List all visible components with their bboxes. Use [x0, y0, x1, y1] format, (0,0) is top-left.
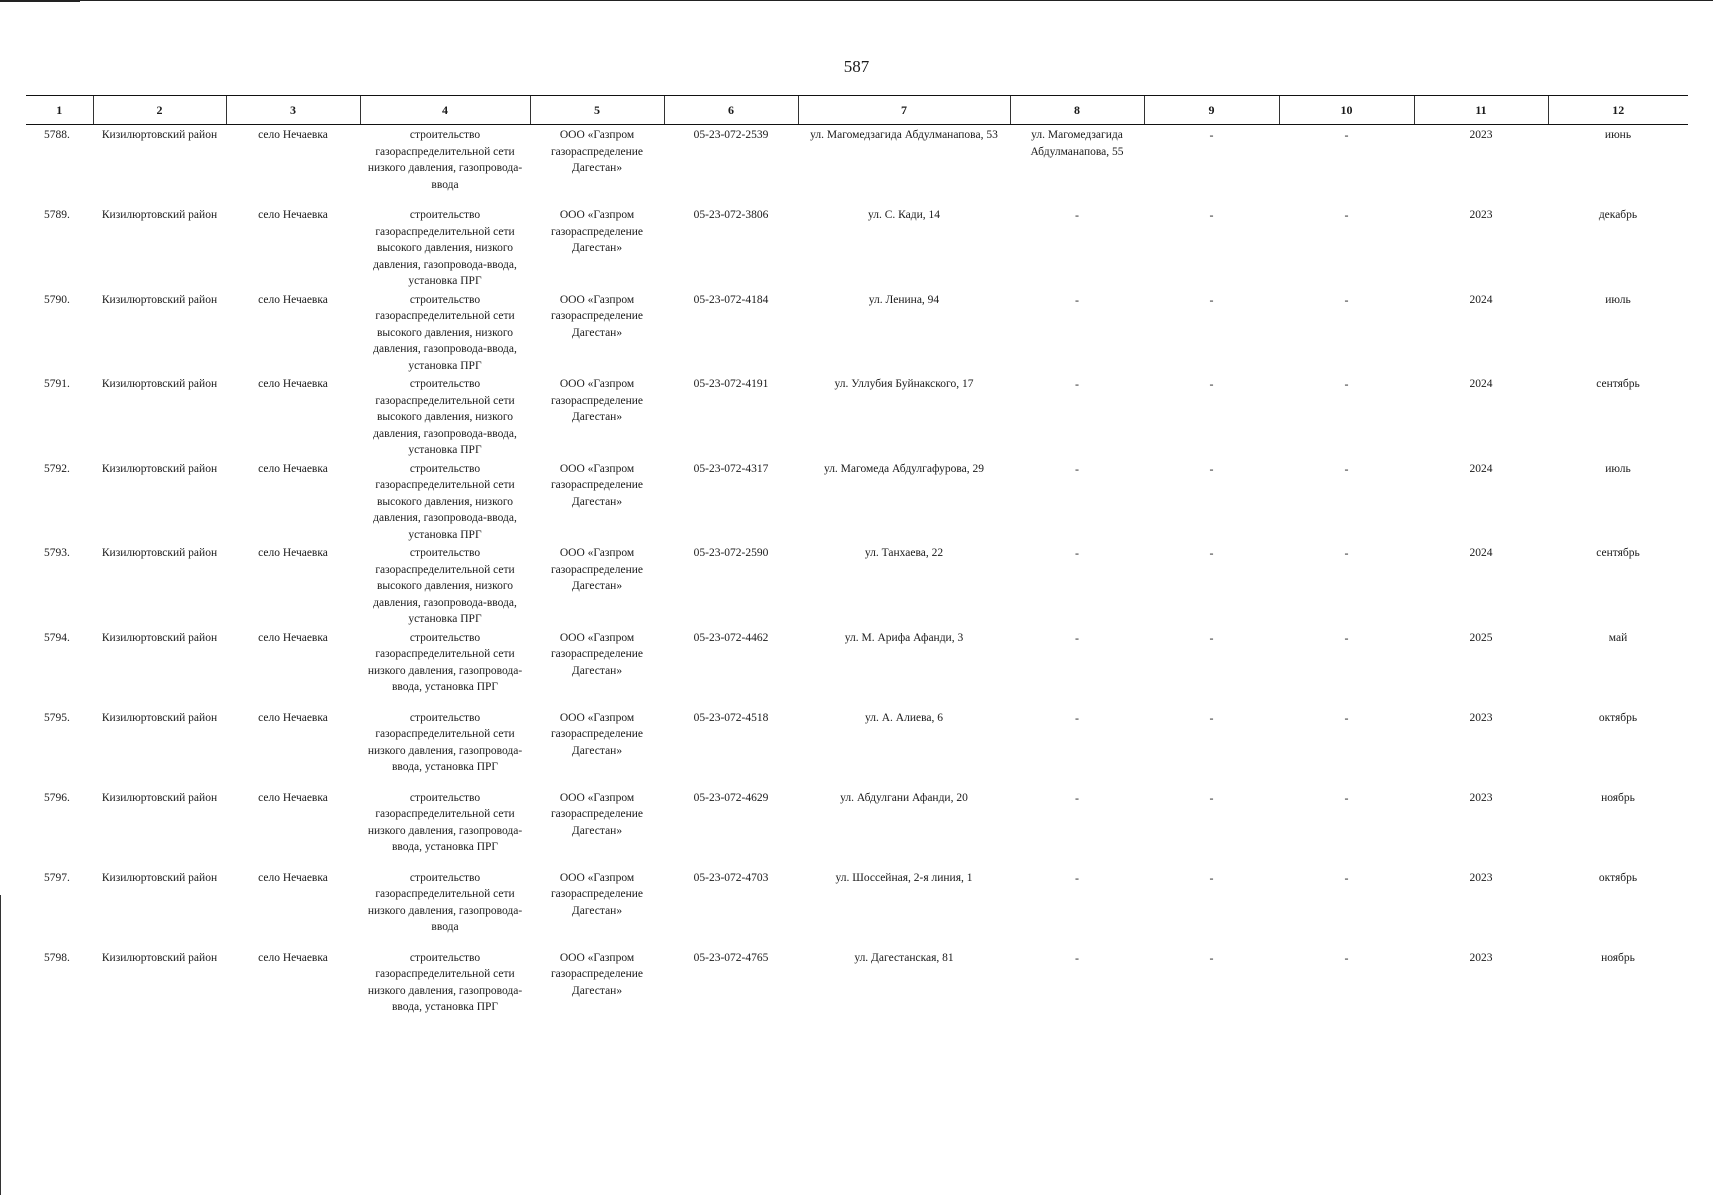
cell-address: ул. А. Алиева, 6	[865, 711, 943, 724]
cell-cadastral-number: 05-23-072-4629	[693, 791, 769, 804]
column-header-4: 4	[360, 96, 530, 125]
cell-address-2: -	[1075, 950, 1079, 965]
cell-address: ул. Магомеда Абдулгафурова, 29	[823, 462, 985, 475]
cell-address-2: -	[1075, 630, 1079, 645]
cell-row-number: 5794.	[44, 631, 70, 644]
cell-column-9-value: -	[1209, 870, 1214, 885]
cell-work-description: строительство газораспределительной сети низкого давления, газопровода-ввода, установка ПРГ	[367, 951, 523, 1013]
cell-cadastral-number: 05-23-072-4765	[693, 951, 769, 964]
cell-work-description: строительство газораспределительной сети высокого давления, низкого давления, газопровода-ввода, установка ПРГ	[373, 293, 517, 372]
cell-row-number: 5788.	[44, 129, 70, 141]
table-row	[26, 868, 1688, 948]
cell-settlement: село Нечаевка	[258, 871, 328, 884]
cell-month: ноябрь	[1601, 791, 1635, 804]
column-header-11: 11	[1414, 96, 1548, 125]
cell-column-10-value: -	[1344, 292, 1349, 307]
cell-address-2: -	[1075, 546, 1079, 560]
cell-address: ул. Уллубия Буйнакского, 17	[834, 378, 974, 390]
cell-month: октябрь	[1598, 711, 1638, 724]
table-row	[26, 374, 1688, 459]
column-header-3: 3	[226, 96, 360, 125]
cell-address-2: -	[1075, 461, 1079, 476]
cell-organization: ООО «Газпром газораспределение Дагестан»	[550, 951, 644, 997]
page-number: 587	[843, 57, 870, 76]
cell-settlement: село Нечаевка	[258, 129, 328, 141]
cell-district: Кизилюртовский район	[101, 631, 218, 644]
table-header-row	[26, 96, 1688, 125]
left-margin-line	[0, 895, 1, 1195]
cell-year: 2023	[1469, 791, 1493, 804]
cell-row-number: 5790.	[44, 293, 70, 306]
cell-address-2: -	[1075, 208, 1079, 222]
column-header-2: 2	[93, 96, 226, 125]
cell-address-2: -	[1075, 790, 1079, 805]
cell-cadastral-number: 05-23-072-4462	[693, 631, 769, 644]
cell-cadastral-number: 05-23-072-4518	[693, 711, 769, 724]
table-row	[26, 205, 1688, 290]
cell-cadastral-number: 05-23-072-4184	[693, 293, 769, 306]
cell-year: 2024	[1469, 293, 1493, 306]
cell-row-number: 5791.	[44, 378, 70, 390]
cell-column-9-value: -	[1209, 950, 1214, 965]
cell-settlement: село Нечаевка	[258, 631, 328, 644]
cell-work-description: строительство газораспределительной сети низкого давления, газопровода-ввода	[367, 129, 523, 191]
cell-year: 2024	[1469, 378, 1493, 390]
table-body	[26, 125, 1688, 1028]
cell-address: ул. С. Кади, 14	[867, 209, 941, 221]
cell-work-description: строительство газораспределительной сети низкого давления, газопровода-ввода, установка ПРГ	[367, 711, 523, 773]
cell-column-9-value: -	[1209, 546, 1214, 560]
cell-organization: ООО «Газпром газораспределение Дагестан»	[550, 791, 644, 837]
cell-column-9-value: -	[1209, 208, 1214, 222]
cell-column-10-value: -	[1344, 461, 1349, 476]
cell-settlement: село Нечаевка	[258, 547, 328, 559]
column-header-6: 6	[664, 96, 798, 125]
cell-district: Кизилюртовский район	[101, 951, 218, 964]
cell-row-number: 5795.	[44, 711, 70, 724]
cell-column-9-value: -	[1209, 377, 1214, 391]
cell-district: Кизилюртовский район	[101, 293, 218, 306]
cell-month: ноябрь	[1601, 951, 1635, 964]
column-header-10: 10	[1279, 96, 1414, 125]
cell-row-number: 5798.	[44, 951, 70, 964]
cell-cadastral-number: 05-23-072-4703	[693, 871, 769, 884]
table-row	[26, 290, 1688, 375]
cell-district: Кизилюртовский район	[101, 462, 218, 475]
cell-settlement: село Нечаевка	[258, 951, 328, 964]
cell-address-2: ул. Магомедзагида Абдулманапова, 55	[1030, 129, 1124, 158]
cell-work-description: строительство газораспределительной сети высокого давления, низкого давления, газопровода-ввода, установка ПРГ	[373, 547, 517, 625]
column-header-9: 9	[1144, 96, 1279, 125]
table-row	[26, 125, 1688, 206]
cell-settlement: село Нечаевка	[258, 791, 328, 804]
cell-month: октябрь	[1598, 871, 1638, 884]
cell-column-10-value: -	[1344, 870, 1349, 885]
cell-address: ул. Ленина, 94	[868, 293, 940, 306]
cell-row-number: 5797.	[44, 871, 70, 884]
cell-work-description: строительство газораспределительной сети низкого давления, газопровода-ввода, установка ПРГ	[367, 631, 523, 693]
cell-month: июль	[1605, 293, 1631, 306]
cell-column-10-value: -	[1344, 630, 1349, 645]
table-row	[26, 708, 1688, 788]
cell-address: ул. Магомедзагида Абдулманапова, 53	[810, 129, 998, 141]
cell-year: 2023	[1469, 129, 1493, 141]
cell-month: июль	[1605, 462, 1631, 475]
cell-column-9-value: -	[1209, 630, 1214, 645]
cell-address-2: -	[1075, 292, 1079, 307]
cell-year: 2025	[1469, 631, 1493, 644]
cell-work-description: строительство газораспределительной сети высокого давления, низкого давления, газопровода-ввода, установка ПРГ	[373, 209, 517, 287]
table-row	[26, 459, 1688, 544]
registry-table	[26, 95, 1688, 1028]
cell-column-10-value: -	[1344, 790, 1349, 805]
cell-work-description: строительство газораспределительной сети высокого давления, низкого давления, газопровода-ввода, установка ПРГ	[373, 378, 517, 456]
cell-address-2: -	[1075, 377, 1079, 391]
cell-district: Кизилюртовский район	[101, 378, 218, 390]
cell-organization: ООО «Газпром газораспределение Дагестан»	[550, 462, 644, 508]
cell-cadastral-number: 05-23-072-2590	[693, 547, 769, 559]
cell-organization: ООО «Газпром газораспределение Дагестан»	[550, 129, 644, 174]
cell-address: ул. М. Арифа Афанди, 3	[844, 631, 964, 644]
cell-row-number: 5792.	[44, 462, 70, 475]
cell-address-2: -	[1075, 870, 1079, 885]
cell-district: Кизилюртовский район	[101, 129, 218, 141]
cell-settlement: село Нечаевка	[258, 462, 328, 475]
cell-column-10-value: -	[1344, 950, 1349, 965]
cell-work-description: строительство газораспределительной сети высокого давления, низкого давления, газопровода-ввода, установка ПРГ	[373, 462, 517, 541]
cell-settlement: село Нечаевка	[258, 711, 328, 724]
cell-year: 2023	[1469, 871, 1493, 884]
cell-organization: ООО «Газпром газораспределение Дагестан»	[550, 711, 644, 757]
cell-column-10-value: -	[1344, 710, 1349, 725]
top-border-tick	[0, 0, 80, 2]
cell-column-10-value: -	[1344, 377, 1349, 391]
cell-column-9-value: -	[1209, 710, 1214, 725]
cell-column-10-value: -	[1344, 546, 1349, 560]
cell-work-description: строительство газораспределительной сети низкого давления, газопровода-ввода, установка ПРГ	[367, 791, 523, 853]
cell-organization: ООО «Газпром газораспределение Дагестан»	[550, 871, 644, 917]
cell-year: 2024	[1469, 462, 1493, 475]
cell-row-number: 5796.	[44, 791, 70, 804]
cell-address: ул. Танхаева, 22	[864, 547, 944, 559]
table-row	[26, 948, 1688, 1028]
cell-year: 2024	[1469, 547, 1493, 559]
cell-district: Кизилюртовский район	[101, 871, 218, 884]
column-header-1: 1	[26, 96, 93, 125]
column-header-12: 12	[1548, 96, 1688, 125]
cell-row-number: 5789.	[44, 209, 70, 221]
cell-organization: ООО «Газпром газораспределение Дагестан»	[550, 547, 644, 592]
cell-month: июнь	[1604, 129, 1632, 141]
cell-row-number: 5793.	[44, 547, 70, 559]
cell-settlement: село Нечаевка	[258, 209, 328, 221]
cell-cadastral-number: 05-23-072-3806	[693, 209, 769, 221]
cell-address: ул. Абдулгани Афанди, 20	[840, 791, 968, 804]
cell-year: 2023	[1469, 951, 1493, 964]
cell-settlement: село Нечаевка	[258, 293, 328, 306]
cell-month: сентябрь	[1596, 378, 1640, 390]
cell-address: ул. Дагестанская, 81	[854, 951, 954, 964]
column-header-7: 7	[798, 96, 1010, 125]
cell-work-description: строительство газораспределительной сети низкого давления, газопровода-ввода	[367, 871, 523, 933]
top-border-line	[0, 0, 1713, 1]
cell-column-9-value: -	[1209, 790, 1214, 805]
cell-district: Кизилюртовский район	[101, 711, 218, 724]
cell-month: декабрь	[1598, 209, 1638, 221]
cell-column-9-value: -	[1209, 461, 1214, 476]
cell-column-10-value: -	[1344, 128, 1349, 142]
cell-district: Кизилюртовский район	[101, 791, 218, 804]
cell-organization: ООО «Газпром газораспределение Дагестан»	[550, 293, 644, 339]
cell-cadastral-number: 05-23-072-4317	[693, 462, 769, 475]
cell-address: ул. Шоссейная, 2-я линия, 1	[835, 871, 973, 884]
cell-settlement: село Нечаевка	[258, 378, 328, 390]
table-row	[26, 788, 1688, 868]
cell-address-2: -	[1075, 710, 1079, 725]
cell-organization: ООО «Газпром газораспределение Дагестан»	[550, 209, 644, 254]
table-row	[26, 543, 1688, 628]
cell-organization: ООО «Газпром газораспределение Дагестан»	[550, 631, 644, 677]
cell-year: 2023	[1469, 711, 1493, 724]
cell-district: Кизилюртовский район	[101, 209, 218, 221]
cell-year: 2023	[1469, 209, 1493, 221]
cell-column-9-value: -	[1209, 128, 1214, 142]
table-row	[26, 628, 1688, 708]
cell-month: май	[1608, 631, 1628, 644]
column-header-8: 8	[1010, 96, 1144, 125]
cell-cadastral-number: 05-23-072-2539	[693, 129, 769, 141]
column-header-5: 5	[530, 96, 664, 125]
cell-district: Кизилюртовский район	[101, 547, 218, 559]
cell-month: сентябрь	[1596, 547, 1640, 559]
cell-column-9-value: -	[1209, 292, 1214, 307]
cell-organization: ООО «Газпром газораспределение Дагестан»	[550, 378, 644, 423]
cell-column-10-value: -	[1344, 208, 1349, 222]
cell-cadastral-number: 05-23-072-4191	[693, 378, 769, 390]
